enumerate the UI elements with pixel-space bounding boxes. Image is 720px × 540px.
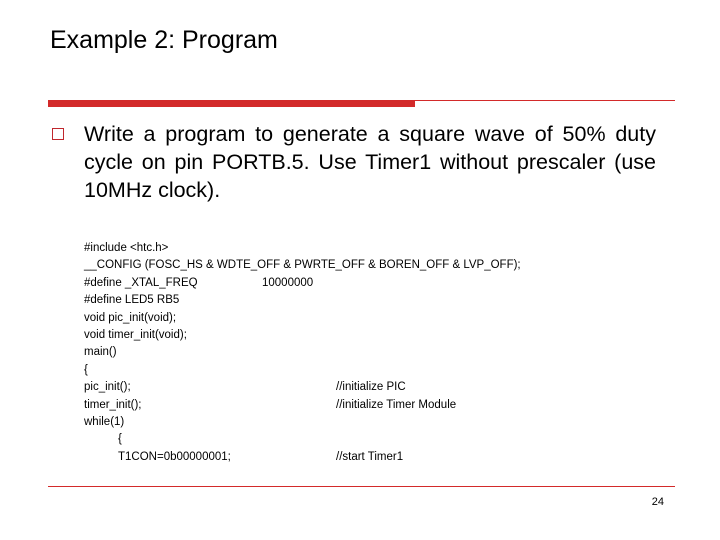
slide-title: Example 2: Program [50, 26, 278, 54]
page-number: 24 [651, 496, 664, 508]
code-text: void timer_init(void); [84, 328, 187, 341]
code-comment: //initialize PIC [336, 381, 406, 394]
title-rule-thick [48, 100, 415, 107]
square-bullet-icon [52, 128, 64, 140]
code-text: __CONFIG (FOSC_HS & WDTE_OFF & PWRTE_OFF & BOREN_OFF & LVP_OFF); [84, 259, 521, 272]
code-text: while(1) [84, 415, 125, 428]
code-text: T1CON=0b00000001; [118, 450, 231, 463]
code-text: #define LED5 RB5 [84, 294, 180, 307]
footer-rule [48, 486, 675, 487]
title-rule-thin [415, 100, 675, 101]
code-text: #define _XTAL_FREQ [84, 276, 198, 289]
code-text: timer_init(); [84, 398, 142, 411]
code-text: main() [84, 346, 117, 359]
code-comment: //initialize Timer Module [336, 398, 457, 411]
code-text: #include <htc.h> [84, 242, 169, 254]
code-value: 10000000 [262, 276, 314, 289]
code-text: { [84, 363, 88, 376]
code-text: pic_init(); [84, 381, 131, 394]
code-comment: //start Timer1 [336, 450, 404, 463]
bullet-text: Write a program to generate a square wave of 50% duty cycle on pin PORTB.5. Use Timer1 without prescaler (use 10MHz clock). [84, 122, 656, 202]
code-text: void pic_init(void); [84, 311, 177, 324]
code-text: { [118, 433, 122, 446]
